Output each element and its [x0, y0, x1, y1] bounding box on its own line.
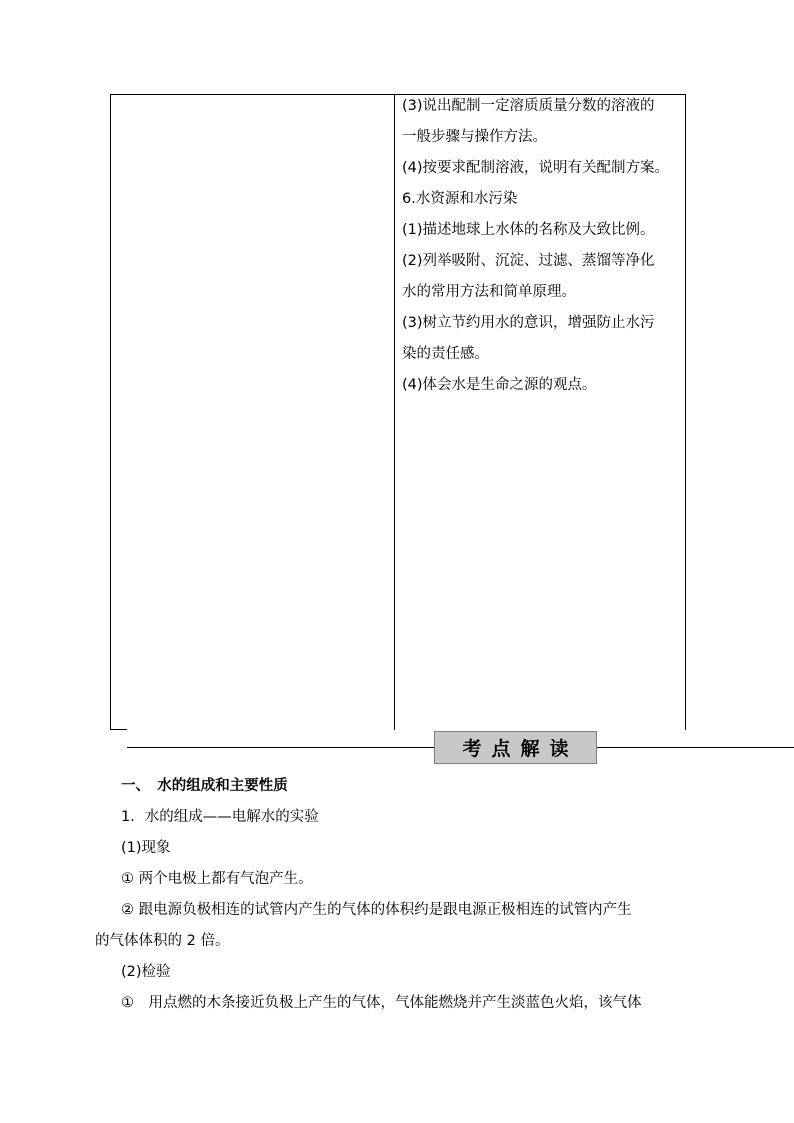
phenomenon-item-1: ① 两个电极上都有气泡产生。 — [121, 871, 313, 887]
test-item-1: ① 用点燃的木条接近负极上产生的气体，气体能燃烧并产生淡蓝色火焰，该气体 — [121, 995, 642, 1011]
phenomenon-item-2: ② 跟电源负极相连的试管内产生的气体的体积约是跟电源正极相连的试管内产生 — [121, 902, 632, 918]
section-body — [95, 771, 715, 1019]
table-middle-border — [394, 94, 395, 730]
cell-line: (4)体会水是生命之源的观点。 — [402, 377, 597, 393]
cell-line: (3)说出配制一定溶质质量分数的溶液的 — [402, 98, 655, 114]
section-banner: 考点解读 — [434, 731, 597, 764]
table-right-cell — [402, 91, 686, 401]
cell-line: 一般步骤与操作方法。 — [402, 129, 547, 145]
cell-line: (2)列举吸附、沉淀、过滤、蒸馏等净化 — [402, 253, 655, 269]
cell-line: (4)按要求配制溶液，说明有关配制方案。 — [402, 160, 670, 176]
cell-line: 水的常用方法和简单原理。 — [402, 284, 576, 300]
test-label: (2)检验 — [121, 964, 171, 980]
table-left-border — [110, 94, 111, 730]
table-bottom-tick — [110, 729, 127, 730]
cell-line: 6.水资源和水污染 — [402, 191, 518, 207]
section-heading: 一、 水的组成和主要性质 — [121, 778, 288, 794]
cell-line: (3)树立节约用水的意识，增强防止水污 — [402, 315, 655, 331]
banner-rule-left — [127, 747, 434, 748]
cell-line: (1)描述地球上水体的名称及大致比例。 — [402, 222, 655, 238]
phenomenon-item-2-cont: 的气体体积的 2 倍。 — [95, 933, 230, 949]
cell-line: 染的责任感。 — [402, 346, 489, 362]
banner-rule-right — [597, 747, 794, 748]
phenomenon-label: (1)现象 — [121, 840, 171, 856]
subheading: 1．水的组成——电解水的实验 — [121, 809, 319, 825]
